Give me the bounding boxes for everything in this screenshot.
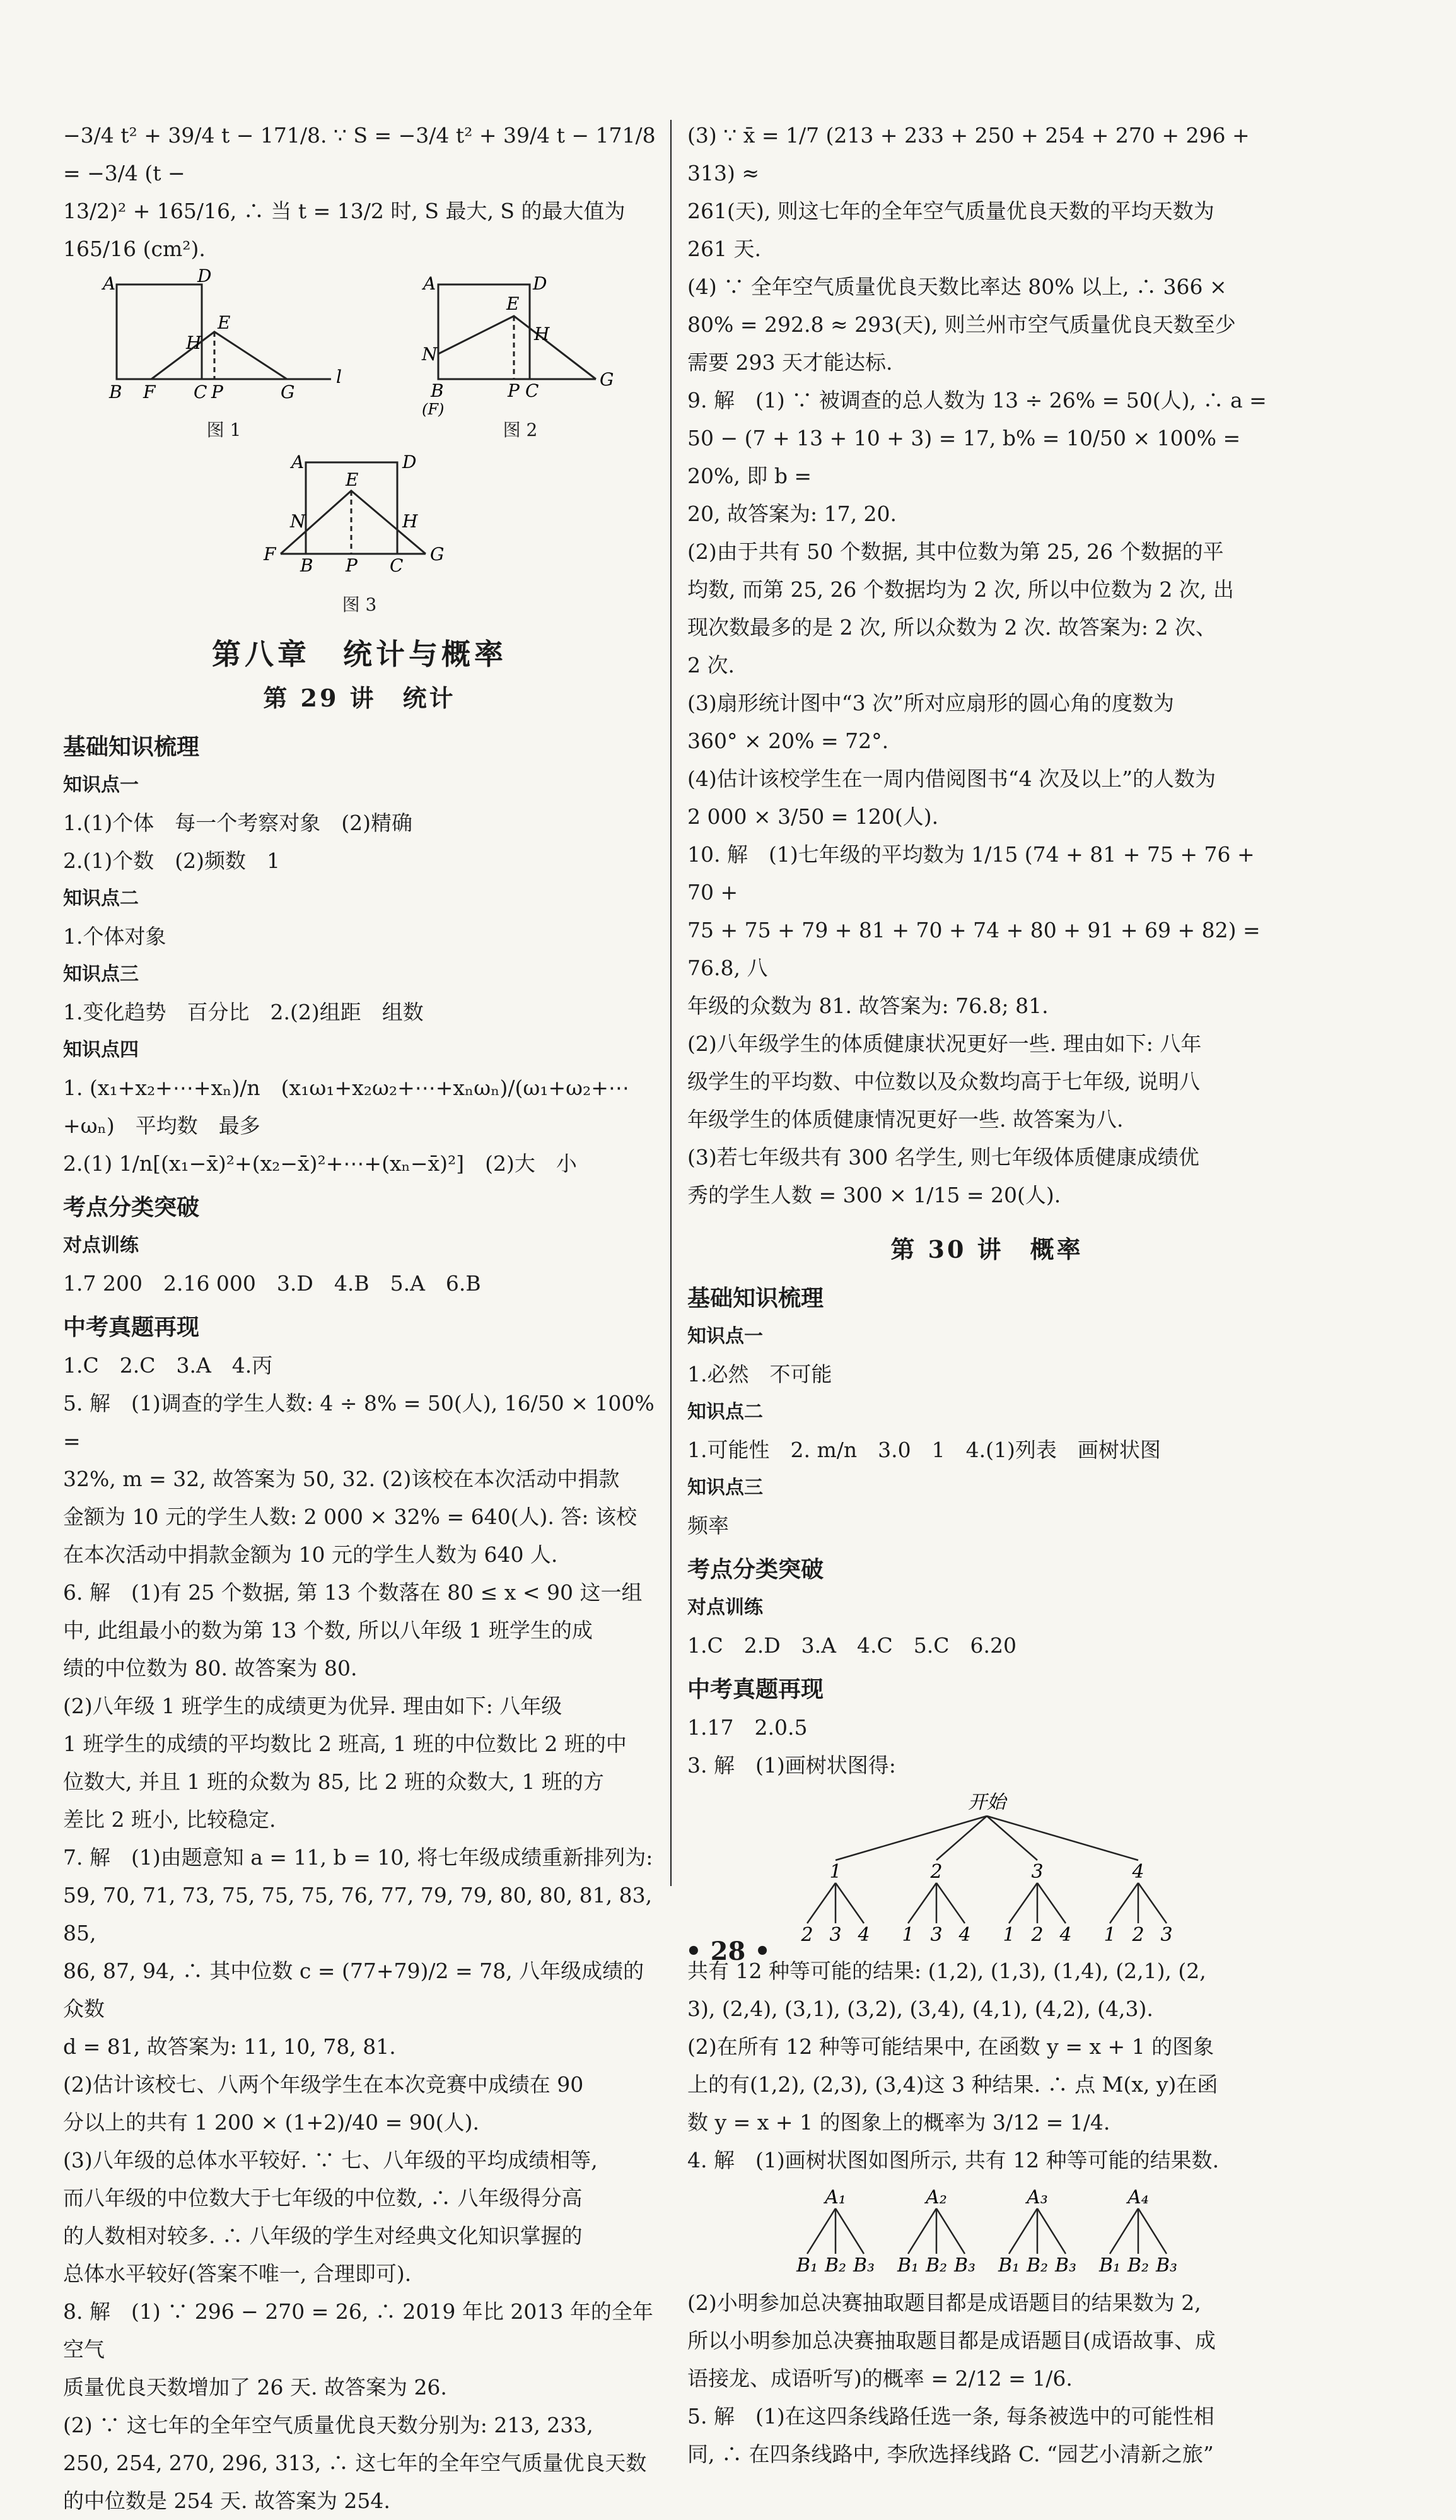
tree-leaf-label: B₁ <box>998 2254 1020 2277</box>
text-line: 需要 293 天才能达标. <box>687 350 893 375</box>
subsection-heading: 知识点二 <box>63 888 139 910</box>
svg-text:A: A <box>423 273 436 294</box>
tree-edge <box>807 1883 836 1923</box>
tree-leaf-label: 4 <box>958 1924 971 1946</box>
section-heading: 基础知识梳理 <box>63 734 200 760</box>
tree-edge <box>836 1816 987 1860</box>
text-line: 50 − (7 + 13 + 10 + 3) = 17, b% = 10/50 × 100% = 20%, 即 b = <box>687 426 1241 488</box>
lecture-title: 第 29 讲 统计 <box>263 684 456 712</box>
text-line: 而八年级的中位数大于七年级的中位数, ∴ 八年级得分高 <box>63 2186 583 2210</box>
right-column <box>687 117 1286 2473</box>
figures-row-1 <box>63 266 656 449</box>
text-line: 7. 解 (1)由题意知 a = 11, b = 10, 将七年级成绩重新排列为: <box>63 1845 653 1870</box>
text-line: 差比 2 班小, 比较稳定. <box>63 1807 276 1832</box>
svg-text:D: D <box>533 273 547 294</box>
tree-leaf-label: B₃ <box>953 2254 976 2277</box>
tree-leaf-label: B₃ <box>1155 2254 1178 2277</box>
subsection-heading: 知识点一 <box>687 1325 763 1347</box>
section-heading: 考点分类突破 <box>63 1195 200 1221</box>
tree-leaf-label: B₂ <box>925 2254 948 2277</box>
tree-edge <box>836 2208 864 2254</box>
tree-edge <box>1009 1883 1037 1923</box>
text-line: 6. 解 (1)有 25 个数据, 第 13 个数落在 80 ≤ x < 90 这一组 <box>63 1580 643 1605</box>
subsection-heading: 知识点一 <box>63 774 139 796</box>
text-line: 1.可能性 2. m/n 3.0 1 4.(1)列表 画树状图 <box>687 1438 1161 1462</box>
tree-diagram-1 <box>687 1790 1286 1947</box>
tree-leaf-label: B₃ <box>853 2254 875 2277</box>
text-line: 2.(1)个数 (2)频数 1 <box>63 848 280 873</box>
text-line: 1.个体对象 <box>63 924 166 949</box>
subsection-heading: 对点训练 <box>687 1597 763 1619</box>
tree-leaf-label: B₁ <box>796 2254 818 2277</box>
text-line: 10. 解 (1)七年级的平均数为 1/15 (74 + 81 + 75 + 76 + 70 + <box>687 842 1255 905</box>
tree-edge <box>936 2208 965 2254</box>
text-line: (2)八年级 1 班学生的成绩更为优异. 理由如下: 八年级 <box>63 1694 562 1718</box>
text-line: 质量优良天数增加了 26 天. 故答案为 26. <box>63 2375 447 2400</box>
svg-text:N: N <box>422 344 438 365</box>
tree-edge <box>1037 1883 1066 1923</box>
tree-edge <box>1110 1883 1138 1923</box>
tree-leaf-label: 3 <box>1160 1924 1173 1946</box>
text-line: (4) ∵ 全年空气质量优良天数比率达 80% 以上, ∴ 366 × <box>687 274 1227 299</box>
tree-leaf-label: 2 <box>1132 1924 1144 1946</box>
text-line: (2) ∵ 这七年的全年空气质量优良天数分别为: 213, 233, <box>63 2413 593 2437</box>
exam-lines <box>63 1347 656 2520</box>
figure-3-caption: 图 3 <box>342 594 377 615</box>
figure-3 <box>259 453 460 624</box>
text-block-c <box>687 2284 1286 2473</box>
section-heading: 中考真题再现 <box>63 1315 200 1340</box>
text-line: 360° × 20% = 72°. <box>687 729 889 753</box>
text-line: 1. (x₁+x₂+⋯+xₙ)/n (x₁ω₁+x₂ω₂+⋯+xₙωₙ)/(ω₁+ω₂+⋯+ωₙ) 平均数 最多 <box>63 1075 629 1138</box>
text-line: 261 天. <box>687 237 761 261</box>
tree-edge <box>1138 2208 1167 2254</box>
svg-text:A: A <box>103 273 116 294</box>
tree-edge <box>936 1883 965 1923</box>
text-line: (3)八年级的总体水平较好. ∵ 七、八年级的平均成绩相等, <box>63 2148 598 2172</box>
section-heading: 考点分类突破 <box>687 1557 824 1583</box>
text-line: 80% = 292.8 ≈ 293(天), 则兰州市空气质量优良天数至少 <box>687 312 1236 337</box>
figure-1-diagram <box>91 266 356 402</box>
left-column <box>63 117 656 2520</box>
svg-text:G: G <box>600 369 614 390</box>
figures-row-2 <box>63 453 656 624</box>
text-line: 4. 解 (1)画树状图如图所示, 共有 12 种等可能的结果数. <box>687 2148 1220 2172</box>
tree-edge <box>987 1816 1138 1860</box>
text-line: 1 班学生的成绩的平均数比 2 班高, 1 班的中位数比 2 班的中 <box>63 1732 627 1756</box>
tree-edge <box>1138 1883 1167 1923</box>
tree-node-label: 4 <box>1132 1861 1144 1883</box>
text-line: (3)若七年级共有 300 名学生, 则七年级体质健康成绩优 <box>687 1145 1199 1169</box>
text-line: (3)扇形统计图中“3 次”所对应扇形的圆心角的度数为 <box>687 691 1174 715</box>
svg-text:B: B <box>109 382 122 402</box>
tree-leaf-label: 1 <box>902 1924 914 1946</box>
svg-text:P: P <box>508 380 520 401</box>
text-line: 绩的中位数为 80. 故答案为 80. <box>63 1656 358 1680</box>
text-line: (2)八年级学生的体质健康状况更好一些. 理由如下: 八年 <box>687 1031 1202 1056</box>
text-line: 86, 87, 94, ∴ 其中位数 c = (77+79)/2 = 78, 八年级成绩的众数 <box>63 1959 644 2021</box>
text-line: 共有 12 种等可能的结果: (1,2), (1,3), (1,4), (2,1), (2, <box>687 1959 1206 1983</box>
text-line: 年级学生的体质健康情况更好一些. 故答案为八. <box>687 1107 1124 1132</box>
tree-node-label: 1 <box>829 1861 842 1883</box>
tree-leaf-label: 1 <box>1104 1924 1116 1946</box>
text-line: 9. 解 (1) ∵ 被调查的总人数为 13 ÷ 26% = 50(人), ∴ a = <box>687 388 1267 413</box>
text-line: 上的有(1,2), (2,3), (3,4)这 3 种结果. ∴ 点 M(x, y)在函 <box>687 2072 1218 2097</box>
text-line: (3) ∵ x̄ = 1/7 (213 + 233 + 250 + 254 + 270 + 296 + 313) ≈ <box>687 123 1250 185</box>
tree-leaf-label: B₁ <box>1098 2254 1121 2277</box>
tree-edge <box>807 2208 836 2254</box>
svg-text:N: N <box>290 511 306 532</box>
text-line: 分以上的共有 1 200 × (1+2)/40 = 90(人). <box>63 2110 479 2135</box>
tree-leaf-label: B₃ <box>1054 2254 1077 2277</box>
tree-node-label: A₃ <box>1027 2186 1048 2208</box>
text-line: (4)估计该校学生在一周内借阅图书“4 次及以上”的人数为 <box>687 766 1216 791</box>
svg-text:H: H <box>402 511 418 532</box>
svg-text:E: E <box>346 469 359 490</box>
text-line: 级学生的平均数、中位数以及众数均高于七年级, 说明八 <box>687 1069 1200 1094</box>
column-divider <box>670 120 672 1886</box>
text-line: 年级的众数为 81. 故答案为: 76.8; 81. <box>687 993 1049 1018</box>
subsection-heading: 知识点三 <box>63 963 139 985</box>
svg-text:P: P <box>211 382 223 402</box>
svg-text:C: C <box>390 555 404 576</box>
text-line: 5. 解 (1)调查的学生人数: 4 ÷ 8% = 50(人), 16/50 × 100% = <box>63 1391 655 1453</box>
section-heading: 中考真题再现 <box>687 1677 824 1702</box>
text-line: 1.7 200 2.16 000 3.D 4.B 5.A 6.B <box>63 1271 481 1296</box>
tree-node-label: 2 <box>930 1861 943 1883</box>
tree-node-label: 3 <box>1031 1861 1044 1883</box>
figure-2-diagram <box>413 272 627 418</box>
figure-1 <box>91 266 356 449</box>
text-line: 3), (2,4), (3,1), (3,2), (3,4), (4,1), (4,2), (4,3). <box>687 1996 1153 2021</box>
text-line: 语接龙、成语听写)的概率 = 2/12 = 1/6. <box>687 2366 1073 2391</box>
text-line: 3. 解 (1)画树状图得: <box>687 1753 896 1778</box>
text-line: 秀的学生人数 = 300 × 1/15 = 20(人). <box>687 1183 1061 1207</box>
text-line: 1.必然 不可能 <box>687 1362 832 1386</box>
svg-text:D: D <box>402 452 417 472</box>
text-line: d = 81, 故答案为: 11, 10, 78, 81. <box>63 2034 396 2059</box>
tree-node-label: A₄ <box>1127 2186 1149 2208</box>
text-line: 8. 解 (1) ∵ 296 − 270 = 26, ∴ 2019 年比 2013 年的全年空气 <box>63 2299 653 2362</box>
text-line: 1.17 2.0.5 <box>687 1715 808 1740</box>
tree-edge <box>1037 2208 1066 2254</box>
text-line: 1.C 2.C 3.A 4.丙 <box>63 1353 273 1378</box>
tree-leaf-label: 4 <box>858 1924 870 1946</box>
tree-edge <box>908 2208 936 2254</box>
text-line: (2)在所有 12 种等可能结果中, 在函数 y = x + 1 的图象 <box>687 2034 1214 2059</box>
tree-edge <box>908 1883 936 1923</box>
tree-leaf-label: B₂ <box>824 2254 847 2277</box>
text-line: 2 次. <box>687 653 735 677</box>
text-line: 13/2)² + 165/16, ∴ 当 t = 13/2 时, S 最大, S 的最大值为 165/16 (cm²). <box>63 199 626 261</box>
page-number: • 28 • <box>685 1937 771 1966</box>
tree-edge <box>1110 2208 1138 2254</box>
svg-text:P: P <box>346 555 358 576</box>
svg-text:H: H <box>186 332 202 353</box>
text-line: 75 + 75 + 79 + 81 + 70 + 74 + 80 + 91 + 69 + 82) = 76.8, 八 <box>687 918 1261 980</box>
text-block-b <box>687 1952 1286 2179</box>
text-line: 20, 故答案为: 17, 20. <box>687 501 897 526</box>
text-line: 5. 解 (1)在这四条线路任选一条, 每条被选中的可能性相 <box>687 2404 1214 2429</box>
text-line: 现次数最多的是 2 次, 所以众数为 2 次. 故答案为: 2 次、 <box>687 615 1217 640</box>
text-line: 2 000 × 3/50 = 120(人). <box>687 804 939 829</box>
tree-2-svg <box>779 2184 1195 2279</box>
subsection-heading: 知识点四 <box>63 1039 139 1061</box>
svg-text:E: E <box>218 312 231 333</box>
text-line: 总体水平较好(答案不唯一, 合理即可). <box>63 2261 412 2286</box>
text-line: 59, 70, 71, 73, 75, 75, 75, 76, 77, 79, 79, 80, 80, 81, 83, 85, <box>63 1883 653 1945</box>
svg-text:l: l <box>336 366 342 387</box>
text-line: 1.(1)个体 每一个考察对象 (2)精确 <box>63 811 412 835</box>
text-line: 261(天), 则这七年的全年空气质量优良天数的平均天数为 <box>687 199 1214 223</box>
tree-leaf-label: B₂ <box>1026 2254 1049 2277</box>
text-line: 2.(1) 1/n[(x₁−x̄)²+(x₂−x̄)²+⋯+(xₙ−x̄)²] (2)大 小 <box>63 1151 577 1176</box>
text-line: −3/4 t² + 39/4 t − 171/8. ∵ S = −3/4 t² + 39/4 t − 171/8 = −3/4 (t − <box>63 123 656 185</box>
tree-diagram-2 <box>687 2184 1286 2279</box>
tree-node-label: A₂ <box>926 2186 947 2208</box>
svg-text:B: B <box>431 380 444 401</box>
svg-text:F: F <box>143 382 156 402</box>
tree-node-label: A₁ <box>825 2186 846 2208</box>
figure-2 <box>413 272 627 449</box>
text-line: 频率 <box>687 1513 729 1538</box>
tree-edge <box>836 1883 864 1923</box>
tree-leaf-label: B₁ <box>897 2254 919 2277</box>
text-block-a <box>687 117 1286 1214</box>
text-line: 金额为 10 元的学生人数: 2 000 × 32% = 640(人). 答: 该校 <box>63 1504 637 1529</box>
text-line: (2)小明参加总决赛抽取题目都是成语题目的结果数为 2, <box>687 2290 1201 2315</box>
text-line: 同, ∴ 在四条线路中, 李欣选择线路 C. “园艺小清新之旅” <box>687 2442 1214 2466</box>
figure-2-caption: 图 2 <box>503 419 538 440</box>
text-line: (2)估计该校七、八两个年级学生在本次竞赛中成绩在 90 <box>63 2072 584 2097</box>
text-line: 中, 此组最小的数为第 13 个数, 所以八年级 1 班学生的成 <box>63 1618 593 1643</box>
svg-text:(F): (F) <box>422 401 445 418</box>
text-line: 250, 254, 270, 296, 313, ∴ 这七年的全年空气质量优良天数 <box>63 2451 647 2475</box>
tree-leaf-label: B₂ <box>1127 2254 1150 2277</box>
lecture-title: 第 30 讲 概率 <box>890 1235 1083 1263</box>
tree-root-label: 开始 <box>968 1791 1006 1814</box>
subsection-heading: 对点训练 <box>63 1234 139 1257</box>
text-line: 的中位数是 254 天. 故答案为 254. <box>63 2488 390 2513</box>
chapter-title: 第八章 统计与概率 <box>212 637 507 671</box>
text-line: 位数大, 并且 1 班的众数为 85, 比 2 班的众数大, 1 班的方 <box>63 1769 604 1794</box>
text-line: 所以小明参加总决赛抽取题目都是成语题目(成语故事、成 <box>687 2328 1216 2353</box>
svg-text:B: B <box>300 555 313 576</box>
svg-text:F: F <box>264 544 276 565</box>
section-heading: 基础知识梳理 <box>687 1286 824 1311</box>
tree-leaf-label: 2 <box>801 1924 813 1946</box>
svg-text:D: D <box>197 266 212 286</box>
tree-leaf-label: 2 <box>1031 1924 1044 1946</box>
svg-text:G: G <box>430 544 445 565</box>
svg-text:E: E <box>506 293 520 314</box>
text-line: 的人数相对较多. ∴ 八年级的学生对经典文化知识掌握的 <box>63 2224 583 2248</box>
tree-edge <box>1009 2208 1037 2254</box>
svg-text:H: H <box>534 324 550 344</box>
text-line: 1.变化趋势 百分比 2.(2)组距 组数 <box>63 1000 424 1024</box>
text-line: 数 y = x + 1 的图象上的概率为 3/12 = 1/4. <box>687 2110 1110 2135</box>
tree-leaf-label: 3 <box>930 1924 943 1946</box>
svg-text:C: C <box>194 382 207 402</box>
svg-text:A: A <box>291 452 305 472</box>
tree-leaf-label: 1 <box>1003 1924 1015 1946</box>
svg-text:G: G <box>281 382 295 402</box>
figure-1-caption: 图 1 <box>206 419 242 440</box>
figure-3-diagram <box>259 452 460 576</box>
text-line: 32%, m = 32, 故答案为 50, 32. (2)该校在本次活动中捐款 <box>63 1467 620 1491</box>
text-line: 1.C 2.D 3.A 4.C 5.C 6.20 <box>687 1633 1016 1658</box>
text-line: 在本次活动中捐款金额为 10 元的学生人数为 640 人. <box>63 1542 558 1567</box>
subsection-heading: 知识点二 <box>687 1401 763 1423</box>
svg-text:C: C <box>525 380 539 401</box>
text-line: 均数, 而第 25, 26 个数据均为 2 次, 所以中位数为 2 次, 出 <box>687 577 1234 602</box>
tree-leaf-label: 3 <box>829 1924 842 1946</box>
subsection-heading: 知识点三 <box>687 1477 763 1499</box>
tree-1-svg <box>779 1790 1195 1947</box>
text-line: (2)由于共有 50 个数据, 其中位数为第 25, 26 个数据的平 <box>687 539 1224 564</box>
tree-leaf-label: 4 <box>1059 1924 1072 1946</box>
top-lines <box>63 117 656 268</box>
